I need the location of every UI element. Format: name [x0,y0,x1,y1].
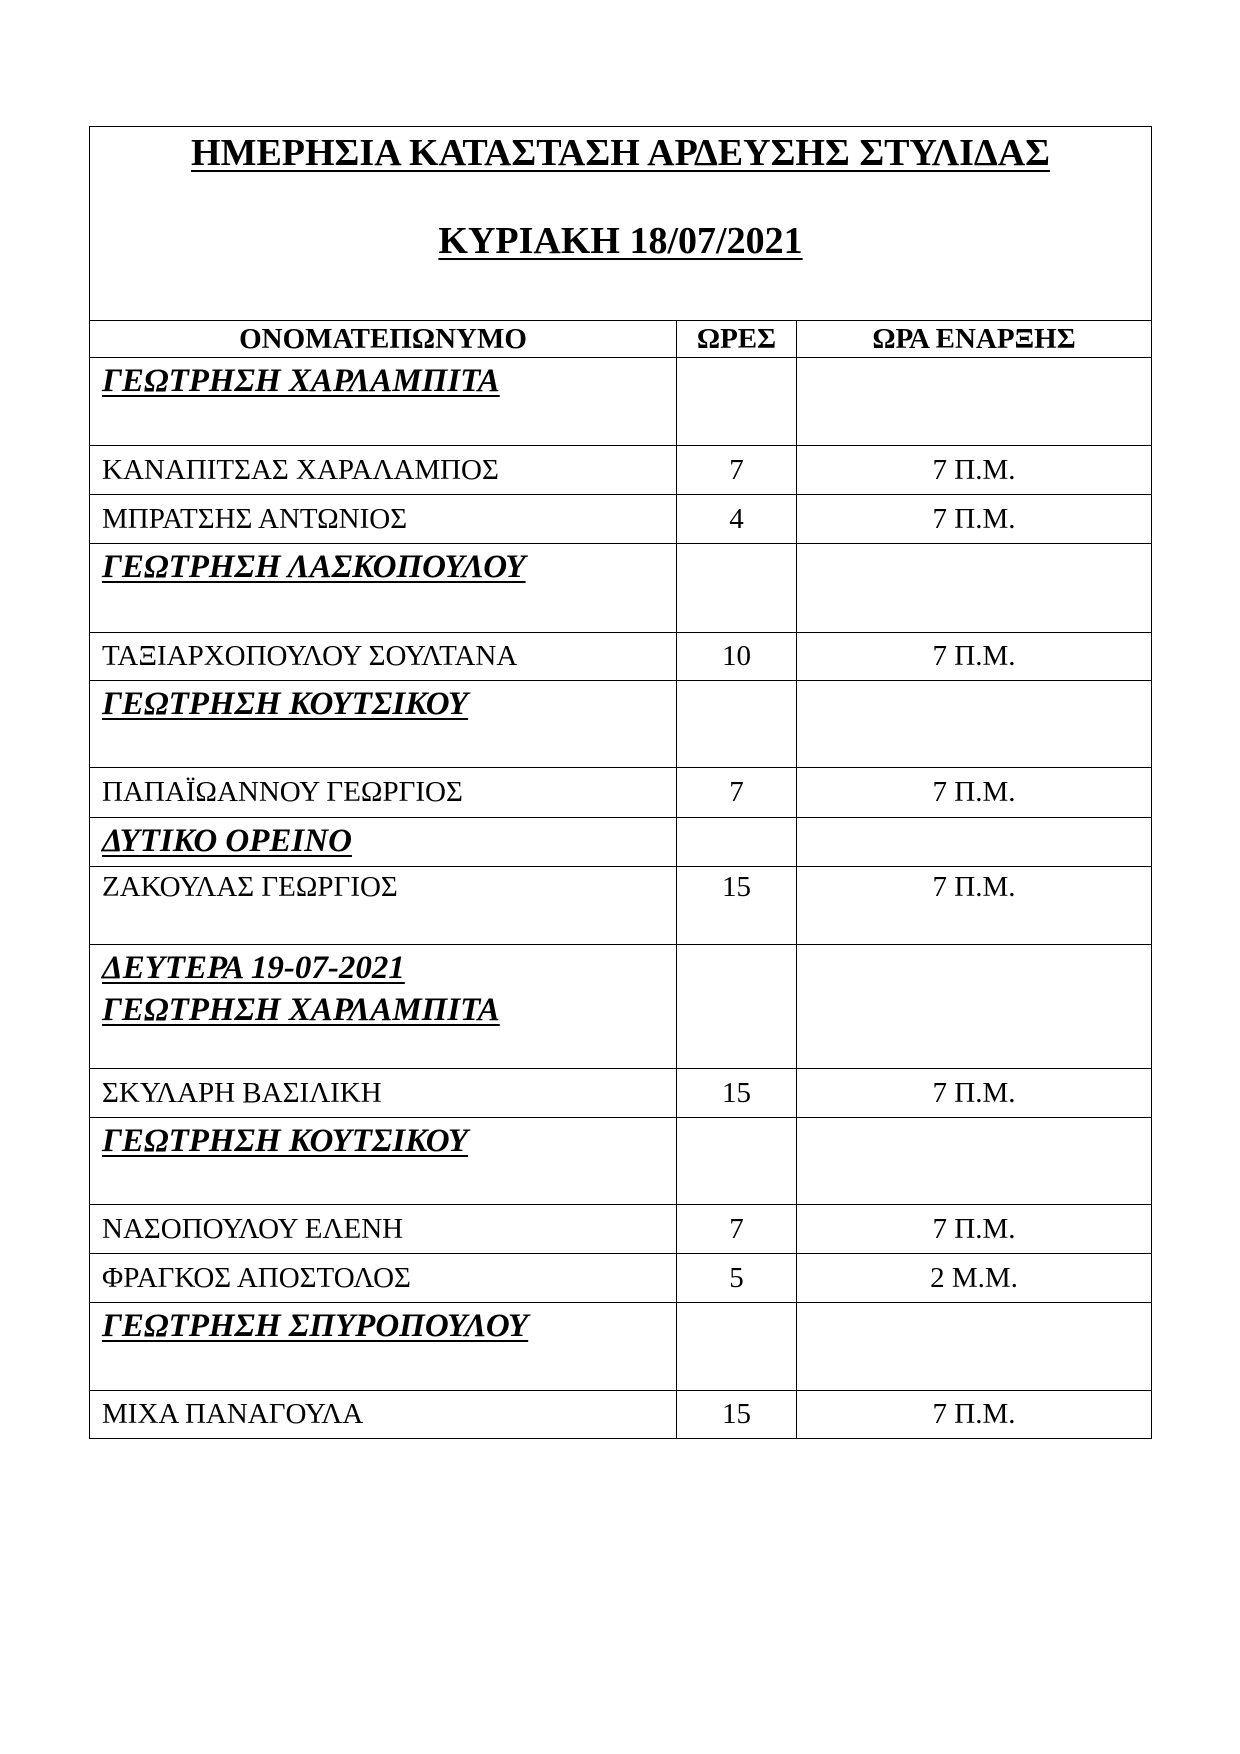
table-row [90,1254,1152,1303]
table-row [90,1391,1152,1439]
section-row [90,818,1152,867]
section-title: ΓΕΩΤΡΗΣΗ ΚΟΥΤΣΙΚΟΥ [102,686,469,722]
table-row [90,867,1152,945]
section-row [90,358,1152,446]
section-row [90,945,1152,1069]
cell-name: ΠΑΠΑΪΩΑΝΝΟΥ ΓΕΩΡΓΙΟΣ [90,768,677,818]
title-cell [90,127,1152,321]
cell-name: ΜΠΡΑΤΣΗΣ ΑΝΤΩΝΙΟΣ [90,495,677,544]
cell-name: ΚΑΝΑΠΙΤΣΑΣ ΧΑΡΑΛΑΜΠΟΣ [90,446,677,495]
section-title-cell [90,818,677,867]
table-row [90,495,1152,544]
table-header-row [90,321,1152,358]
table-row [90,633,1152,681]
cell-start-time: 7 Π.Μ. [797,1391,1152,1439]
cell-hours: 15 [677,1391,797,1439]
section-row [90,1303,1152,1391]
cell-hours: 5 [677,1254,797,1303]
table-row [90,1205,1152,1254]
section-title: ΓΕΩΤΡΗΣΗ ΛΑΣΚΟΠΟΥΛΟΥ [102,549,526,585]
cell-hours: 7 [677,1205,797,1254]
table-row [90,1069,1152,1118]
table-row [90,768,1152,818]
section-title-cell [90,358,677,446]
cell-name: ΣΚΥΛΑΡΗ ΒΑΣΙΛΙΚΗ [90,1069,677,1118]
column-header-hours: ΩΡΕΣ [677,321,797,358]
cell-name: ΤΑΞΙΑΡΧΟΠΟΥΛΟΥ ΣΟΥΛΤΑΝΑ [90,633,677,681]
cell-start-time: 7 Π.Μ. [797,495,1152,544]
cell-start-time: 7 Π.Μ. [797,446,1152,495]
cell-name: ΜΙΧΑ ΠΑΝΑΓΟΥΛΑ [90,1391,677,1439]
cell-hours: 7 [677,446,797,495]
column-header-start-time: ΩΡΑ ΕΝΑΡΞΗΣ [797,321,1152,358]
section-title: ΔΥΤΙΚΟ ΟΡΕΙΝΟ [102,823,352,859]
section-row [90,681,1152,768]
section-title-cell [90,544,677,633]
section-title-cell [90,1118,677,1205]
cell-start-time: 2 Μ.Μ. [797,1254,1152,1303]
cell-hours: 7 [677,768,797,818]
section-title-cell [90,1303,677,1391]
cell-start-time: 7 Π.Μ. [797,867,1152,945]
cell-hours: 15 [677,867,797,945]
section-title: ΓΕΩΤΡΗΣΗ ΣΠΥΡΟΠΟΥΛΟΥ [102,1308,529,1344]
cell-hours: 15 [677,1069,797,1118]
column-header-name: ΟΝΟΜΑΤΕΠΩΝΥΜΟ [90,321,677,358]
irrigation-schedule-table [89,126,1152,1439]
cell-start-time: 7 Π.Μ. [797,1205,1152,1254]
cell-name: ΖΑΚΟΥΛΑΣ ΓΕΩΡΓΙΟΣ [90,867,677,945]
cell-hours: 10 [677,633,797,681]
section-row [90,544,1152,633]
cell-start-time: 7 Π.Μ. [797,633,1152,681]
section-title-cell [90,945,677,1069]
section-title: ΓΕΩΤΡΗΣΗ ΧΑΡΛΑΜΠΙΤΑ [102,363,500,399]
section-title: ΓΕΩΤΡΗΣΗ ΧΑΡΛΑΜΠΙΤΑ [102,992,500,1028]
section-title-cell [90,681,677,768]
document-date: ΚΥΡΙΑΚΗ 18/07/2021 [438,220,803,262]
cell-start-time: 7 Π.Μ. [797,768,1152,818]
cell-hours: 4 [677,495,797,544]
section-title: ΓΕΩΤΡΗΣΗ ΚΟΥΤΣΙΚΟΥ [102,1123,469,1159]
cell-name: ΝΑΣΟΠΟΥΛΟΥ ΕΛΕΝΗ [90,1205,677,1254]
section-row [90,1118,1152,1205]
cell-start-time: 7 Π.Μ. [797,1069,1152,1118]
cell-name: ΦΡΑΓΚΟΣ ΑΠΟΣΤΟΛΟΣ [90,1254,677,1303]
document-title: ΗΜΕΡΗΣΙΑ ΚΑΤΑΣΤΑΣΗ ΑΡΔΕΥΣΗΣ ΣΤΥΛΙΔΑΣ [191,132,1051,174]
table-row [90,446,1152,495]
section-day-title: ΔΕΥΤΕΡΑ 19-07-2021 [102,950,405,986]
